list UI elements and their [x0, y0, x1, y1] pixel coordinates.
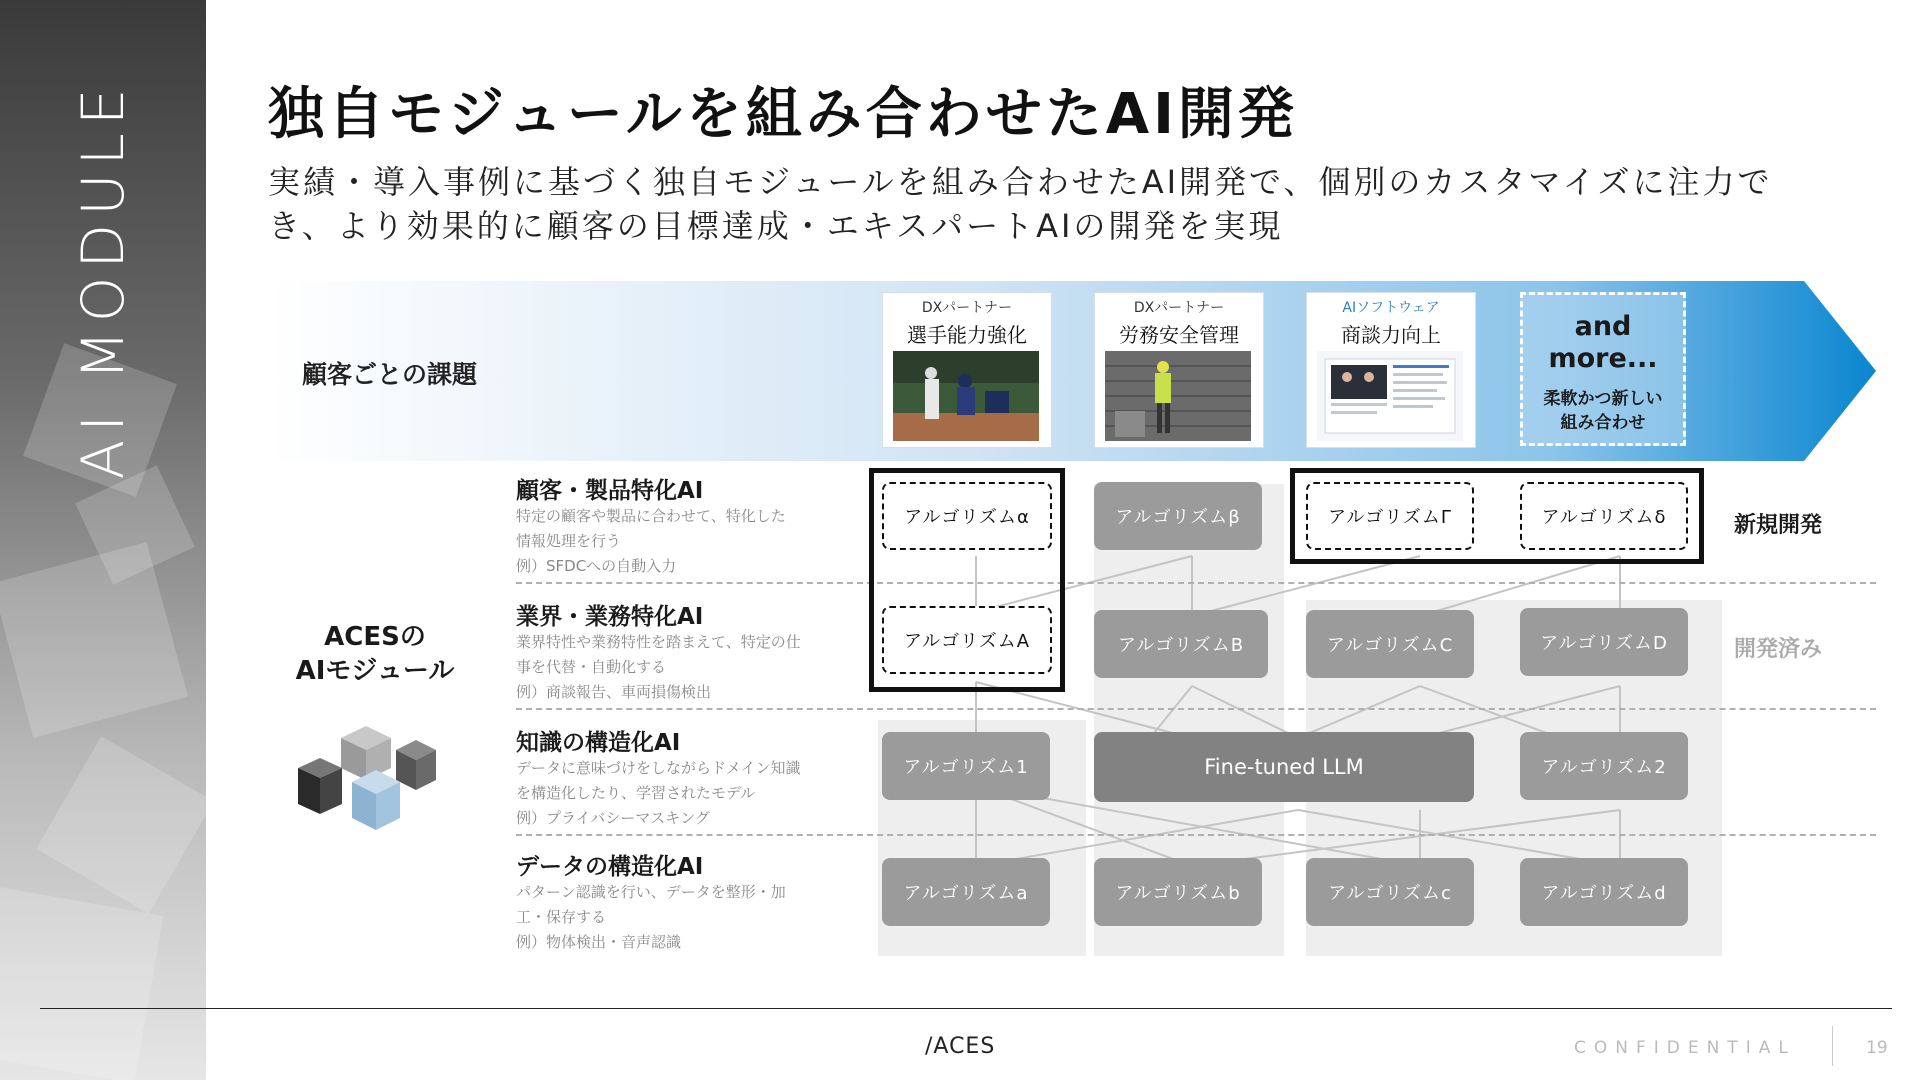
desc-line: を構造化したり、学習されたモデル [516, 784, 756, 802]
layer-desc-data [516, 880, 856, 955]
layer-title-industry: 業界・業務特化AI [516, 604, 704, 630]
card-name: 労務安全管理 [1119, 323, 1239, 347]
algorithm-beta: アルゴリズムβ [1094, 482, 1262, 550]
layer-title-data: データの構造化AI [516, 854, 704, 880]
algorithm-delta: アルゴリズムδ [1520, 482, 1688, 550]
algorithm-A: アルゴリズムA [882, 606, 1052, 674]
cubes-icon [296, 718, 456, 838]
algorithm-d: アルゴリズムd [1520, 858, 1688, 926]
desc-line: 例）プライバシーマスキング [516, 809, 710, 827]
desc-line: 例）商談報告、車両損傷検出 [516, 683, 712, 701]
aces-line-2: AIモジュール [295, 656, 455, 686]
desc-line: 工・保存する [516, 908, 607, 926]
layer-title-knowledge: 知識の構造化AI [516, 730, 681, 756]
desc-line: 特定の顧客や製品に合わせて、特化した [516, 507, 786, 525]
page-title: 独自モジュールを組み合わせたAI開発 [268, 82, 1298, 147]
aces-line-1: ACESの [324, 622, 426, 652]
card-name: 商談力向上 [1341, 323, 1441, 347]
desc-line: 例）SFDCへの自動入力 [516, 557, 677, 575]
aces-module-title [290, 620, 460, 688]
algorithm-B: アルゴリズムB [1094, 610, 1268, 678]
footer-separator [1832, 1026, 1833, 1066]
sidebar-label: AI MODULE [69, 80, 137, 480]
algorithm-D: アルゴリズムD [1520, 608, 1688, 676]
desc-line: データに意味づけをしながらドメイン知識 [516, 759, 801, 777]
desc-line: 情報処理を行う [516, 532, 622, 550]
desc-line: 業界特性や業務特性を踏まえて、特定の仕 [516, 633, 801, 651]
layer-divider-1 [516, 582, 1876, 584]
card-category: AIソフトウェア [1342, 300, 1440, 316]
algorithm-gamma: アルゴリズムΓ [1306, 482, 1474, 550]
fine-tuned-llm: Fine-tuned LLM [1094, 732, 1474, 802]
new-development-box-left [869, 468, 1065, 692]
page-number: 19 [1866, 1038, 1888, 1058]
layer-desc-knowledge [516, 756, 856, 831]
subtitle-line-2: き、より効果的に顧客の目標達成・エキスパートAIの開発を実現 [268, 207, 1284, 245]
desc-line: パターン認識を行い、データを整形・加 [516, 883, 786, 901]
footer-divider [40, 1008, 1892, 1009]
new-development-box-right [1290, 468, 1704, 564]
card-category: DXパートナー [921, 300, 1013, 316]
more-line-2: more... [1548, 343, 1658, 374]
card-name: 選手能力強化 [907, 323, 1027, 347]
subtitle-line-1: 実績・導入事例に基づく独自モジュールを組み合わせたAI開発で、個別のカスタマイズに注力で [268, 163, 1773, 201]
desc-line: 事を代替・自動化する [516, 658, 667, 676]
layer-divider-3 [516, 834, 1876, 836]
desc-line: 例）物体検出・音声認識 [516, 933, 682, 951]
layer-desc-customer [516, 504, 856, 579]
developed-label: 開発済み [1734, 637, 1823, 662]
algorithm-a: アルゴリズムa [882, 858, 1050, 926]
layer-desc-industry [516, 630, 856, 705]
algorithm-2: アルゴリズム2 [1520, 732, 1688, 800]
algorithm-b: アルゴリズムb [1094, 858, 1262, 926]
more-line-3: 柔軟かつ新しい [1543, 389, 1663, 409]
algorithm-alpha: アルゴリズムα [882, 482, 1052, 550]
algorithm-c: アルゴリズムc [1306, 858, 1474, 926]
banner-label: 顧客ごとの課題 [302, 360, 478, 389]
layer-title-customer: 顧客・製品特化AI [516, 478, 704, 504]
confidential-label: CONFIDENTIAL [1574, 1038, 1796, 1058]
algorithm-C: アルゴリズムC [1306, 610, 1474, 678]
card-category: DXパートナー [1133, 300, 1225, 316]
more-line-4: 組み合わせ [1560, 413, 1646, 433]
more-line-1: and [1574, 311, 1632, 342]
layer-divider-2 [516, 708, 1876, 710]
algorithm-1: アルゴリズム1 [882, 732, 1050, 800]
new-development-label: 新規開発 [1734, 513, 1823, 538]
aces-logo: /ACES [925, 1034, 996, 1059]
